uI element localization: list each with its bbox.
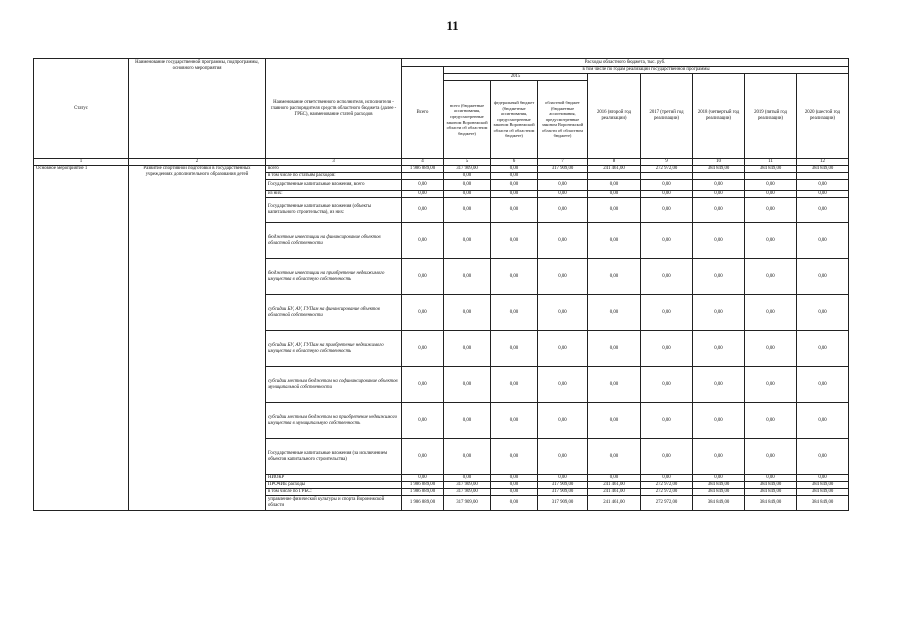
value-cell: 384 849,00 [797,496,849,511]
value-cell: 0,00 [402,223,444,259]
value-cell: 1 986 889,00 [402,482,444,489]
value-cell: 0,00 [641,198,693,223]
value-cell: 0,00 [588,475,641,482]
program-name-cell: Развитие спортивной подготовки в государственных учреждениях дополнительного образования детей [129,166,266,511]
column-number: 9 [641,159,693,166]
value-cell: 0,00 [402,198,444,223]
value-cell: 272 972,00 [641,482,693,489]
header-expenses-title: Расходы областного бюджета, тыс. руб. [402,59,849,67]
value-cell: 0,00 [444,439,491,475]
value-cell [402,173,444,180]
row-label: субсидии БУ, АУ, ГУПам на финансирование объектов областной собственности [266,295,402,331]
value-cell: 0,00 [444,475,491,482]
value-cell: 0,00 [444,367,491,403]
value-cell: 0,00 [402,191,444,198]
value-cell: 0,00 [693,180,745,191]
value-cell: 0,00 [797,198,849,223]
value-cell: 241 461,00 [588,496,641,511]
column-number: 10 [693,159,745,166]
value-cell: 0,00 [444,259,491,295]
value-cell: 0,00 [444,180,491,191]
value-cell: 0,00 [641,403,693,439]
value-cell: 0,00 [693,475,745,482]
value-cell: 0,00 [538,475,588,482]
value-cell: 384 849,00 [745,166,797,173]
value-cell: 317 909,00 [444,489,491,496]
value-cell [538,173,588,180]
value-cell: 0,00 [444,223,491,259]
row-label: Государственные капитальные вложения (за исключением объектов капитального строительства) [266,439,402,475]
value-cell: 0,00 [538,259,588,295]
value-cell: 0,00 [588,439,641,475]
value-cell: 1 986 889,00 [402,496,444,511]
header-year-2020: 2020 (шестой год реализации) [797,74,849,159]
value-cell: 0,00 [402,439,444,475]
value-cell: 0,00 [745,223,797,259]
value-cell: 0,00 [745,295,797,331]
value-cell: 0,00 [588,259,641,295]
value-cell: 384 849,00 [745,482,797,489]
header-year-2018: 2018 (четвертый год реализации) [693,74,745,159]
column-number: 11 [745,159,797,166]
value-cell: 0,00 [745,180,797,191]
header-total: Всего [402,67,444,159]
value-cell: 0,00 [402,259,444,295]
value-cell: 0,00 [491,439,538,475]
value-cell: 0,00 [641,475,693,482]
table-row [34,166,849,173]
value-cell: 0,00 [797,191,849,198]
value-cell: 0,00 [745,331,797,367]
value-cell: 0,00 [693,198,745,223]
value-cell: 0,00 [491,482,538,489]
value-cell: 0,00 [641,331,693,367]
value-cell: 0,00 [745,259,797,295]
value-cell: 384 849,00 [693,482,745,489]
value-cell: 0,00 [693,367,745,403]
value-cell: 0,00 [538,331,588,367]
value-cell: 0,00 [797,223,849,259]
value-cell: 0,00 [797,331,849,367]
header-by-years: в том числе по годам реализации государственной программы [444,67,849,74]
header-2015-federal: федеральный бюджет (бюджетные ассигнования, предусмотренные законом Воронежской области об областном бюджете) [491,81,538,159]
value-cell: 0,00 [402,367,444,403]
value-cell: 0,00 [588,198,641,223]
value-cell: 317 909,00 [538,489,588,496]
header-program-name: Наименование государственной программы, подпрограммы, основного мероприятия [129,59,266,159]
value-cell: 0,00 [538,223,588,259]
value-cell: 0,00 [797,475,849,482]
value-cell: 272 972,00 [641,166,693,173]
page-number: 11 [446,18,459,33]
value-cell: 0,00 [491,367,538,403]
value-cell: 317 909,00 [538,166,588,173]
row-label: Государственные капитальные вложения, всего [266,180,402,191]
value-cell: 0,00 [538,198,588,223]
value-cell: 0,00 [491,489,538,496]
column-number: 12 [797,159,849,166]
value-cell: 0,00 [491,259,538,295]
value-cell: 0,00 [693,191,745,198]
value-cell: 0,00 [641,223,693,259]
column-number: 8 [588,159,641,166]
status-cell: Основное мероприятие 1 [34,166,129,511]
value-cell: 0,00 [693,403,745,439]
value-cell: 0,00 [402,331,444,367]
value-cell: 0,00 [797,439,849,475]
column-number: 7 [538,159,588,166]
value-cell: 241 461,00 [588,489,641,496]
value-cell: 317 909,00 [444,166,491,173]
row-label: НИОКР [266,475,402,482]
value-cell: 0,00 [588,403,641,439]
value-cell [797,173,849,180]
value-cell: 1 986 889,00 [402,166,444,173]
column-number: 1 [34,159,129,166]
header-2015-regional: областной бюджет (бюджетные ассигнования, предусмотренные законом Воронежской области об областном бюджете) [538,81,588,159]
value-cell: 0,00 [797,259,849,295]
header-status: Статус [34,59,129,159]
value-cell: 384 849,00 [745,489,797,496]
header-year-2015: 2015 [444,74,588,81]
value-cell: 0,00 [491,331,538,367]
value-cell: 0,00 [797,367,849,403]
value-cell: 384 849,00 [797,166,849,173]
value-cell: 0,00 [745,367,797,403]
header-year-2019: 2019 (пятый год реализации) [745,74,797,159]
value-cell: 0,00 [491,173,538,180]
value-cell [641,173,693,180]
value-cell: 241 461,00 [588,482,641,489]
row-label: Государственные капитальные вложения (объекты капитального строительства), из них: [266,198,402,223]
value-cell: 0,00 [538,439,588,475]
value-cell: 0,00 [538,180,588,191]
value-cell: 384 849,00 [693,489,745,496]
value-cell: 0,00 [693,295,745,331]
value-cell: 0,00 [402,180,444,191]
row-label: в том числе по ГРБС: [266,489,402,496]
value-cell: 0,00 [491,496,538,511]
value-cell: 0,00 [444,295,491,331]
value-cell: 0,00 [491,198,538,223]
budget-table [33,58,849,511]
value-cell: 0,00 [444,403,491,439]
value-cell: 0,00 [402,295,444,331]
table-body [34,59,849,511]
value-cell: 0,00 [588,180,641,191]
value-cell: 1 986 889,00 [402,489,444,496]
value-cell: 0,00 [641,367,693,403]
row-label: из них: [266,191,402,198]
column-number: 5 [444,159,491,166]
value-cell: 272 972,00 [641,489,693,496]
value-cell: 384 849,00 [797,482,849,489]
value-cell: 0,00 [491,295,538,331]
value-cell: 0,00 [444,331,491,367]
value-cell: 0,00 [402,475,444,482]
value-cell: 0,00 [588,223,641,259]
value-cell: 384 849,00 [797,489,849,496]
value-cell: 0,00 [797,180,849,191]
value-cell: 0,00 [745,198,797,223]
value-cell: 0,00 [538,367,588,403]
value-cell: 317 909,00 [444,496,491,511]
value-cell: 0,00 [491,191,538,198]
column-number: 4 [402,159,444,166]
value-cell: 317 909,00 [538,482,588,489]
value-cell: 0,00 [491,180,538,191]
header-year-2016: 2016 (второй год реализации) [588,74,641,159]
row-label: в том числе по статьям расходов: [266,173,402,180]
value-cell [745,173,797,180]
row-label: всего [266,166,402,173]
value-cell: 384 849,00 [693,166,745,173]
value-cell: 0,00 [538,295,588,331]
column-number: 3 [266,159,402,166]
value-cell: 0,00 [491,166,538,173]
value-cell: 0,00 [745,403,797,439]
value-cell: 0,00 [588,331,641,367]
row-label: субсидии местным бюджетам на приобретение недвижимого имущества в муниципальную собственность [266,403,402,439]
value-cell: 0,00 [444,173,491,180]
value-cell: 0,00 [641,180,693,191]
value-cell: 0,00 [588,295,641,331]
value-cell: 0,00 [641,295,693,331]
value-cell: 0,00 [538,191,588,198]
header-year-2017: 2017 (третий год реализации) [641,74,693,159]
value-cell: 317 909,00 [444,482,491,489]
value-cell: 0,00 [693,259,745,295]
value-cell: 0,00 [588,367,641,403]
value-cell: 0,00 [444,191,491,198]
column-number: 6 [491,159,538,166]
value-cell: 0,00 [491,403,538,439]
value-cell: 0,00 [641,191,693,198]
value-cell: 317 909,00 [538,496,588,511]
row-label: ПРОЧИЕ расходы [266,482,402,489]
value-cell: 272 972,00 [641,496,693,511]
value-cell [588,173,641,180]
row-label: управление физической культуры и спорта Воронежской области [266,496,402,511]
value-cell: 0,00 [588,191,641,198]
value-cell: 0,00 [797,295,849,331]
value-cell: 0,00 [402,403,444,439]
value-cell: 0,00 [641,439,693,475]
value-cell: 0,00 [693,223,745,259]
value-cell: 0,00 [491,223,538,259]
value-cell: 0,00 [491,475,538,482]
value-cell: 0,00 [745,439,797,475]
value-cell: 0,00 [693,439,745,475]
value-cell: 0,00 [745,191,797,198]
value-cell: 384 849,00 [745,496,797,511]
value-cell: 0,00 [797,403,849,439]
value-cell: 0,00 [538,403,588,439]
row-label: субсидии местным бюджетам на софинансирование объектов муниципальной собственности [266,367,402,403]
value-cell: 241 461,00 [588,166,641,173]
column-number: 2 [129,159,266,166]
row-label: бюджетные инвестиции на приобретение недвижимого имущества в областную собственность [266,259,402,295]
value-cell: 0,00 [641,259,693,295]
header-2015-total: всего (бюджетные ассигнования, предусмотренные законом Воронежской области об областном бюджете) [444,81,491,159]
row-label: субсидии БУ, АУ, ГУПам на приобретение недвижимого имущества в областную собственность [266,331,402,367]
value-cell [693,173,745,180]
header-executor: Наименование ответственного исполнителя, исполнителя - главного распорядителя средств областного бюджета (далее - ГРБС), наименование статей расходов [266,59,402,159]
value-cell: 0,00 [444,198,491,223]
value-cell: 0,00 [693,331,745,367]
value-cell: 0,00 [745,475,797,482]
row-label: бюджетные инвестиции на финансирование объектов областной собственности [266,223,402,259]
value-cell: 384 849,00 [693,496,745,511]
